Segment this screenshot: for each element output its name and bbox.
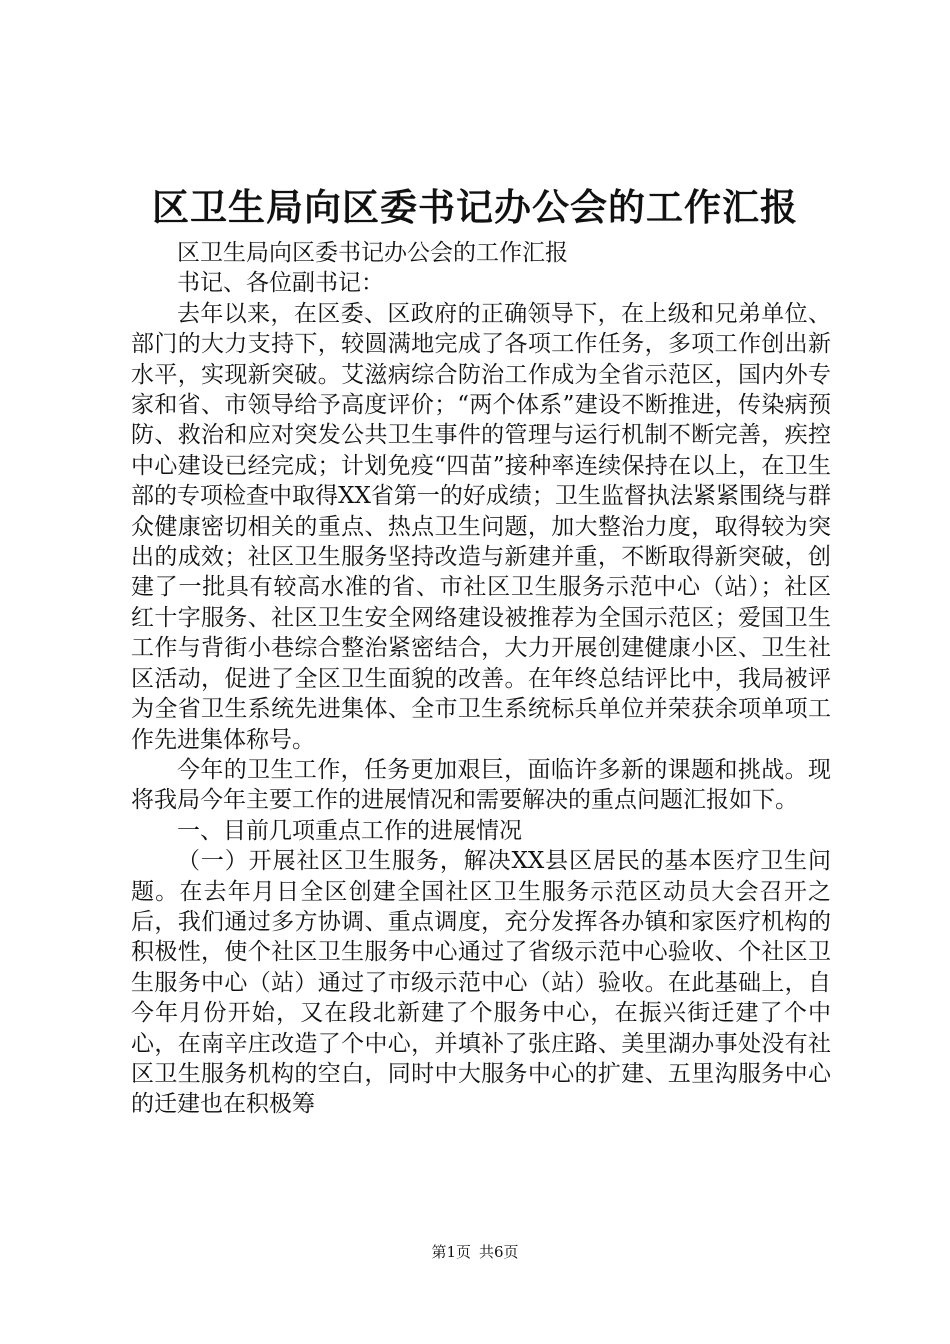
page-number: 第1页 — [431, 1243, 471, 1261]
body-paragraph: 去年以来，在区委、区政府的正确领导下，在上级和兄弟单位、部门的大力支持下，较圆满地完成了各项工作任务，多项工作创出新水平，实现新突破。艾滋病综合防治工作成为全省示范区，国内外专家和省、市领导给予高度评价；“两个体系”建设不断推进，传染病预防、救治和应对突发公共卫生事件的管理与运行机制不断完善，疾控中心建设已经完成；计划免疫“四苗”接种率连续保持在以上，在卫生部的专项检查中取得XX省第一的好成绩；卫生监督执法紧紧围绕与群众健康密切相关的重点、热点卫生问题，加大整治力度，取得较为突出的成效；社区卫生服务坚持改造与新建并重，不断取得新突破，创建了一批具有较高水准的省、市社区卫生服务示范中心（站）；社区红十字服务、社区卫生安全网络建设被推荐为全国示范区；爱国卫生工作与背街小巷综合整治紧密结合，大力开展创建健康小区、卫生社区活动，促进了全区卫生面貌的改善。在年终总结评比中，我局被评为全省卫生系统先进集体、全市卫生系统标兵单位并荣获余项单项工作先进集体称号。 — [131, 300, 831, 753]
salutation-paragraph: 书记、各位副书记： — [177, 270, 384, 297]
page-total: 共6页 — [479, 1243, 519, 1261]
body-paragraph: （一）开展社区卫生服务，解决XX县区居民的基本医疗卫生问题。在去年月日全区创建全国社区卫生服务示范区动员大会召开之后，我们通过多方协调、重点调度，充分发挥各办镇和家医疗机构的积极性，使个社区卫生服务中心通过了省级示范中心验收、个社区卫生服务中心（站）通过了市级示范中心（站）验收。在此基础上，自今年月份开始，又在段北新建了个服务中心，在振兴街迁建了个中心，在南辛庄改造了个中心，并填补了张庄路、美里湖办事处没有社区卫生服务机构的空白，同时中大服务中心的扩建、五里沟服务中心的迁建也在积极筹 — [131, 848, 831, 1118]
page-footer — [0, 1242, 950, 1262]
document-title: 区卫生局向区委书记办公会的工作汇报 — [152, 185, 798, 229]
subtitle-paragraph: 区卫生局向区委书记办公会的工作汇报 — [177, 240, 568, 266]
body-paragraph: 今年的卫生工作，任务更加艰巨，面临许多新的课题和挑战。现将我局今年主要工作的进展情况和需要解决的重点问题汇报如下。 — [131, 756, 831, 814]
document-body — [131, 238, 831, 1120]
section-heading: 一、目前几项重点工作的进展情况 — [177, 817, 522, 844]
